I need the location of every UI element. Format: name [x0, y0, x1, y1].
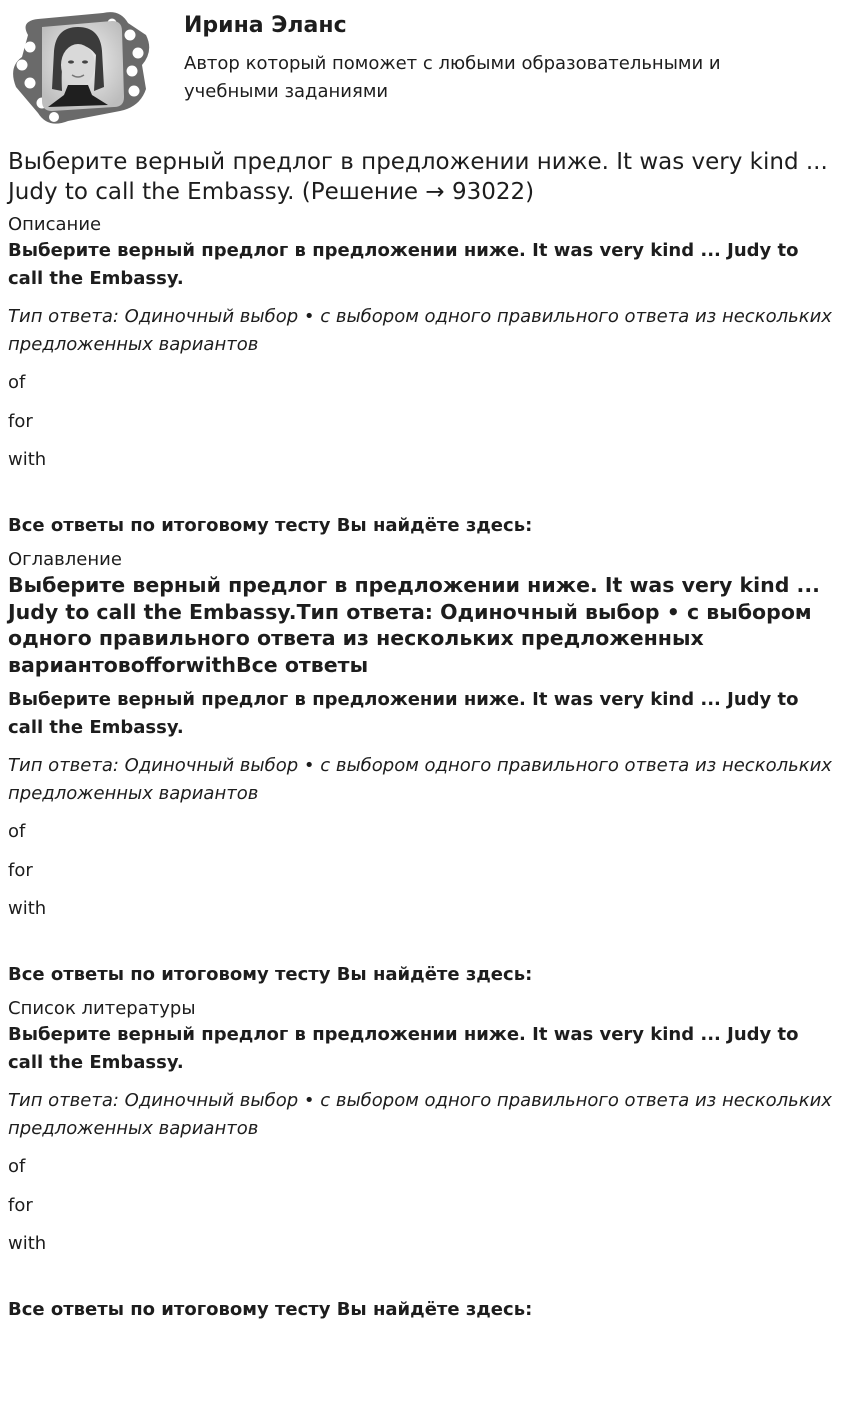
answer-option-with: with — [8, 449, 47, 470]
film-reel-portrait-icon — [8, 7, 150, 127]
answer-option-for: for — [8, 1194, 33, 1216]
author-name[interactable]: Ирина Эланс — [184, 13, 347, 38]
section-label-description: Описание — [8, 214, 102, 235]
answer-option-with: with — [8, 1233, 47, 1254]
toc-heading: Выберите верный предлог в предложении ниже. It was very kind ... Judy to call the Embassy.Тип ответа: Одиночный выбор • с выбором одного правильного ответа из нескольких предложенных вариантовofforwithВсе ответы — [8, 573, 820, 677]
answer-option-of: of — [8, 372, 26, 393]
answer-type: Тип ответа: Одиночный выбор • с выбором одного правильного ответа из нескольких предложенных вариантов — [8, 306, 832, 355]
answer-option-for: for — [8, 859, 33, 881]
section-label-toc: Оглавление — [8, 549, 122, 570]
question-text: Выберите верный предлог в предложении ниже. It was very kind ... Judy to call the Embassy. — [8, 689, 799, 738]
author-description: Автор который поможет с любыми образовательными и учебными заданиями — [184, 53, 721, 102]
answer-option-with: with — [8, 898, 47, 919]
author-info — [184, 12, 804, 106]
author-avatar[interactable] — [8, 7, 150, 127]
description-section — [8, 213, 838, 540]
answer-option-of: of — [8, 821, 26, 842]
question-text: Выберите верный предлог в предложении ниже. It was very kind ... Judy to call the Embassy. — [8, 1024, 799, 1073]
page-title: Выберите верный предлог в предложении ниже. It was very kind ... Judy to call the Embassy. (Решение → 93022) — [8, 149, 828, 205]
all-answers-link[interactable]: Все ответы по итоговому тесту Вы найдёте здесь: — [8, 515, 533, 536]
section-label-bibliography: Список литературы — [8, 998, 196, 1019]
all-answers-link[interactable]: Все ответы по итоговому тесту Вы найдёте здесь: — [8, 1299, 533, 1320]
author-header — [0, 0, 847, 140]
answer-options — [8, 1153, 838, 1258]
answer-type: Тип ответа: Одиночный выбор • с выбором одного правильного ответа из нескольких предложенных вариантов — [8, 755, 832, 804]
all-answers-link[interactable]: Все ответы по итоговому тесту Вы найдёте здесь: — [8, 964, 533, 985]
question-text: Выберите верный предлог в предложении ниже. It was very kind ... Judy to call the Embassy. — [8, 240, 799, 289]
answer-option-of: of — [8, 1156, 26, 1177]
answer-option-for: for — [8, 410, 33, 432]
answer-options — [8, 369, 838, 474]
answer-type: Тип ответа: Одиночный выбор • с выбором одного правильного ответа из нескольких предложенных вариантов — [8, 1090, 832, 1139]
toc-section — [8, 548, 838, 989]
bibliography-section — [8, 997, 838, 1324]
main-content — [8, 147, 838, 1324]
answer-options — [8, 818, 838, 923]
